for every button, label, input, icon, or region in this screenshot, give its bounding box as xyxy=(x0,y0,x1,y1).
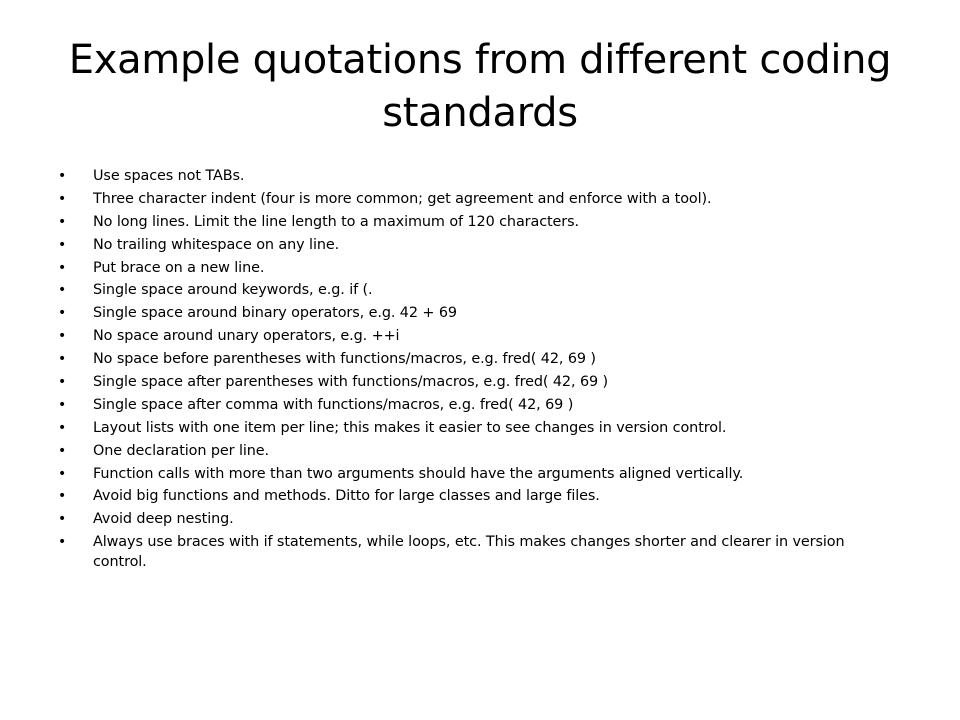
bullet-dot-icon: • xyxy=(58,259,67,276)
bullet-dot-icon: • xyxy=(58,328,67,345)
bullet-item xyxy=(58,396,898,416)
bullet-dot-icon: • xyxy=(58,190,67,207)
bullet-text: No long lines. Limit the line length to a maximum of 120 characters. xyxy=(93,213,579,230)
bullet-item xyxy=(58,304,898,324)
bullet-dot-icon: • xyxy=(58,305,67,322)
bullet-text: Function calls with more than two arguments should have the arguments aligned vertically. xyxy=(93,465,744,482)
bullet-item xyxy=(58,167,898,187)
bullet-item xyxy=(58,465,898,485)
bullet-dot-icon: • xyxy=(58,213,67,230)
bullet-list xyxy=(58,167,898,576)
bullet-dot-icon: • xyxy=(58,168,67,184)
bullet-item xyxy=(58,442,898,462)
bullet-text: Single space after comma with functions/macros, e.g. fred( 42, 69 ) xyxy=(93,396,574,413)
bullet-item xyxy=(58,327,898,347)
bullet-dot-icon: • xyxy=(58,488,67,505)
bullet-dot-icon: • xyxy=(58,442,67,459)
bullet-text: Always use braces with if statements, while loops, etc. This makes changes shorter and clearer in version control. xyxy=(93,534,845,570)
bullet-item xyxy=(58,419,898,439)
bullet-text: No space before parentheses with functions/macros, e.g. fred( 42, 69 ) xyxy=(93,351,596,368)
bullet-item xyxy=(58,510,898,530)
bullet-dot-icon: • xyxy=(58,534,67,551)
bullet-dot-icon: • xyxy=(58,351,67,368)
bullet-item xyxy=(58,281,898,301)
bullet-text: Use spaces not TABs. xyxy=(93,168,245,184)
bullet-dot-icon: • xyxy=(58,465,67,482)
bullet-text: Avoid big functions and methods. Ditto for large classes and large files. xyxy=(93,488,600,505)
bullet-text: One declaration per line. xyxy=(93,442,269,459)
bullet-dot-icon: • xyxy=(58,511,67,528)
bullet-item xyxy=(58,236,898,256)
bullet-item xyxy=(58,213,898,233)
bullet-dot-icon: • xyxy=(58,236,67,253)
bullet-text: Single space around binary operators, e.g. 42 + 69 xyxy=(93,305,457,322)
bullet-text: Put brace on a new line. xyxy=(93,259,265,276)
bullet-dot-icon: • xyxy=(58,396,67,413)
bullet-dot-icon: • xyxy=(58,374,67,391)
bullet-item xyxy=(58,533,898,572)
bullet-dot-icon: • xyxy=(58,419,67,436)
bullet-dot-icon: • xyxy=(58,282,67,299)
bullet-text: Avoid deep nesting. xyxy=(93,511,234,528)
bullet-text: Three character indent (four is more common; get agreement and enforce with a tool). xyxy=(93,190,712,207)
bullet-item xyxy=(58,190,898,210)
bullet-item xyxy=(58,373,898,393)
bullet-text: No trailing whitespace on any line. xyxy=(93,236,340,253)
slide-title: Example quotations from different coding standards xyxy=(68,37,892,136)
bullet-item xyxy=(58,259,898,279)
bullet-item xyxy=(58,350,898,370)
bullet-text: Single space after parentheses with functions/macros, e.g. fred( 42, 69 ) xyxy=(93,374,609,391)
bullet-item xyxy=(58,487,898,507)
bullet-text: Single space around keywords, e.g. if (. xyxy=(93,282,373,299)
bullet-text: Layout lists with one item per line; this makes it easier to see changes in version control. xyxy=(93,419,727,436)
bullet-text: No space around unary operators, e.g. ++i xyxy=(93,328,400,345)
